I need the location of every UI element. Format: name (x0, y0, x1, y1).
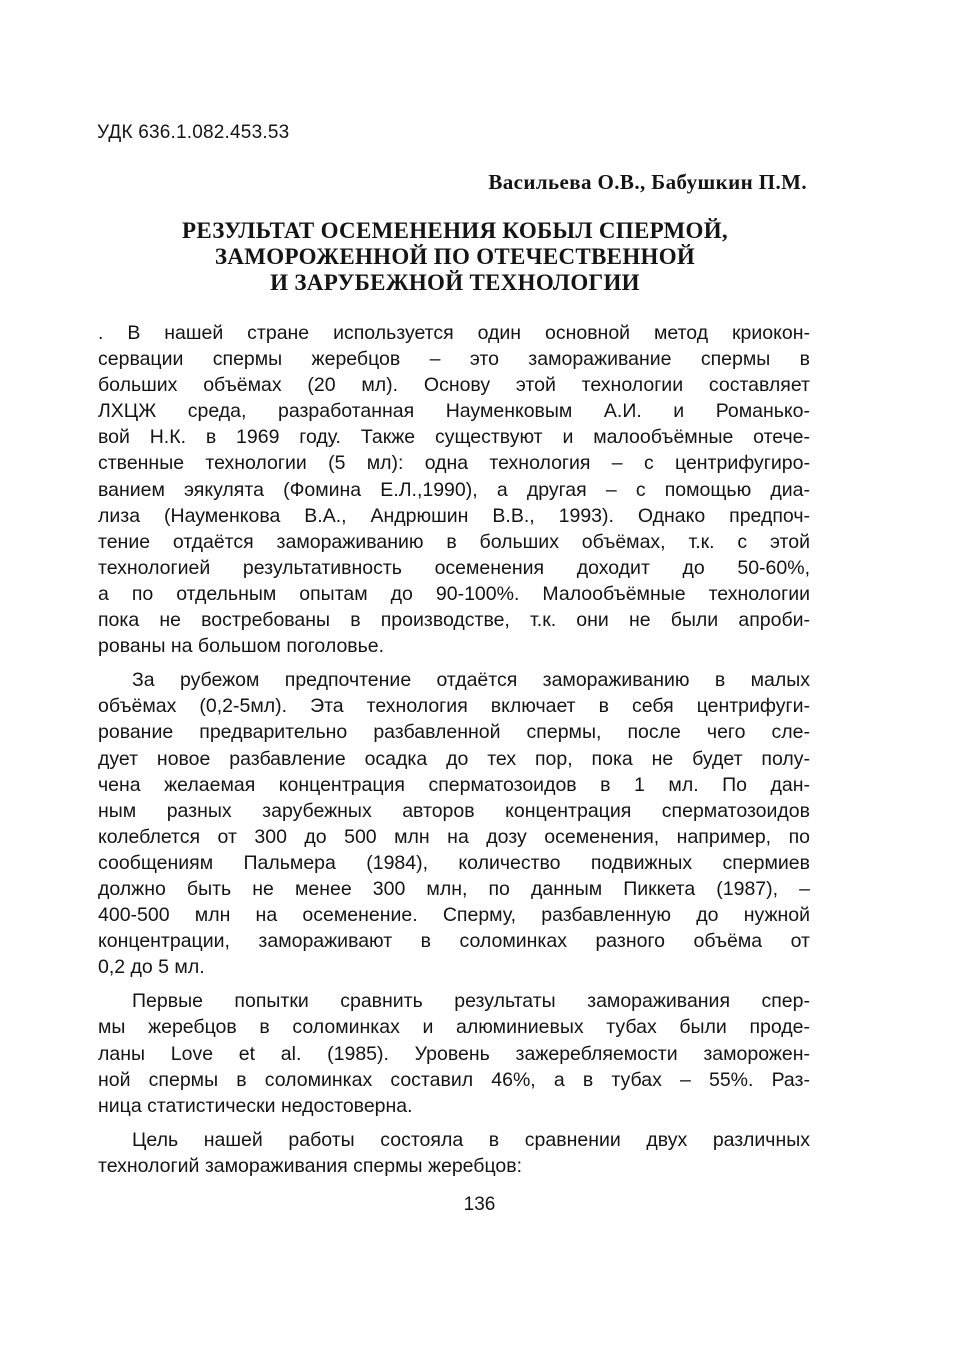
text-line: концентрации, замораживают в соломинках разного объёма от (98, 930, 810, 953)
text-line: ланы Love et al. (1985). Уровень зажеребляемости заморожен- (98, 1042, 810, 1065)
text-line: ной спермы в соломинках составил 46%, а в тубах – 55%. Раз- (98, 1068, 810, 1091)
article-body (98, 320, 810, 1187)
text-line: пока не востребованы в производстве, т.к. они не были апроби- (98, 609, 810, 632)
text-line: сервации спермы жеребцов – это замораживание спермы в (98, 348, 810, 371)
text-line: ница статистически недостоверна. (98, 1094, 413, 1117)
text-line: технологией результативность осеменения доходит до 50-60%, (98, 556, 810, 579)
text-line: вой Н.К. в 1969 году. Также существуют и малообъёмные отече- (98, 426, 810, 449)
text-line: а по отдельным опытам до 90-100%. Малообъёмные технологии (98, 582, 810, 605)
title-line: ЗАМОРОЖЕННОЙ ПО ОТЕЧЕСТВЕННОЙ (214, 244, 696, 269)
text-line: сообщениям Пальмера (1984), количество подвижных спермиев (98, 851, 810, 874)
text-line: мы жеребцов в соломинках и алюминиевых тубах были проде- (98, 1016, 810, 1039)
title-line: И ЗАРУБЕЖНОЙ ТЕХНОЛОГИИ (270, 270, 640, 295)
paragraph (98, 667, 810, 980)
title-line: РЕЗУЛЬТАТ ОСЕМЕНЕНИЯ КОБЫЛ СПЕРМОЙ, (182, 218, 728, 243)
text-line: технологий замораживания спермы жеребцов: (98, 1154, 523, 1177)
text-line: 400-500 млн на осеменение. Сперму, разбавленную до нужной (98, 904, 810, 927)
text-line: . В нашей стране используется один основной метод криокон- (98, 322, 810, 344)
text-line: дует новое разбавление осадка до тех пор, пока не будет полу- (98, 747, 810, 770)
text-line: ственные технологии (5 мл): одна технология – с центрифугиро- (98, 452, 810, 475)
udc-code: УДК 636.1.082.453.53 (97, 122, 290, 143)
paragraph (98, 1127, 810, 1179)
text-line: колеблется от 300 до 500 млн на дозу осеменения, например, по (98, 825, 810, 848)
text-line: должно быть не менее 300 млн, по данным Пиккета (1987), – (98, 877, 810, 900)
text-line: ным разных зарубежных авторов концентрация сперматозоидов (98, 799, 810, 822)
text-line: тение отдаётся замораживанию в больших объёмах, т.к. с этой (98, 530, 810, 553)
text-line: За рубежом предпочтение отдаётся замораживанию в малых (132, 669, 810, 692)
text-line: рованы на большом поголовье. (98, 635, 385, 658)
text-line: Цель нашей работы состояла в сравнении двух различных (132, 1128, 810, 1151)
authors: Васильева О.В., Бабушкин П.М. (488, 170, 807, 194)
text-line: рование предварительно разбавленной спермы, после чего сле- (98, 721, 810, 744)
text-line: больших объёмах (20 мл). Основу этой технологии составляет (98, 374, 810, 397)
text-line: Первые попытки сравнить результаты замораживания спер- (132, 990, 810, 1013)
text-line: ЛХЦЖ среда, разработанная Науменковым А.И. и Романько- (98, 400, 810, 423)
text-line: чена желаемая концентрация сперматозоидов в 1 мл. По дан- (98, 773, 810, 796)
paragraph (98, 988, 810, 1118)
text-line: объёмах (0,2-5мл). Эта технология включает в себя центрифуги- (98, 695, 810, 718)
paragraph (98, 320, 810, 659)
text-line: 0,2 до 5 мл. (98, 956, 205, 979)
text-line: ванием эякулята (Фомина Е.Л.,1990), а другая – с помощью диа- (98, 478, 810, 501)
page-number: 136 (463, 1194, 496, 1215)
text-line: лиза (Науменкова В.А., Андрюшин В.В., 1993). Однако предпоч- (98, 504, 810, 527)
article-title (100, 218, 810, 296)
